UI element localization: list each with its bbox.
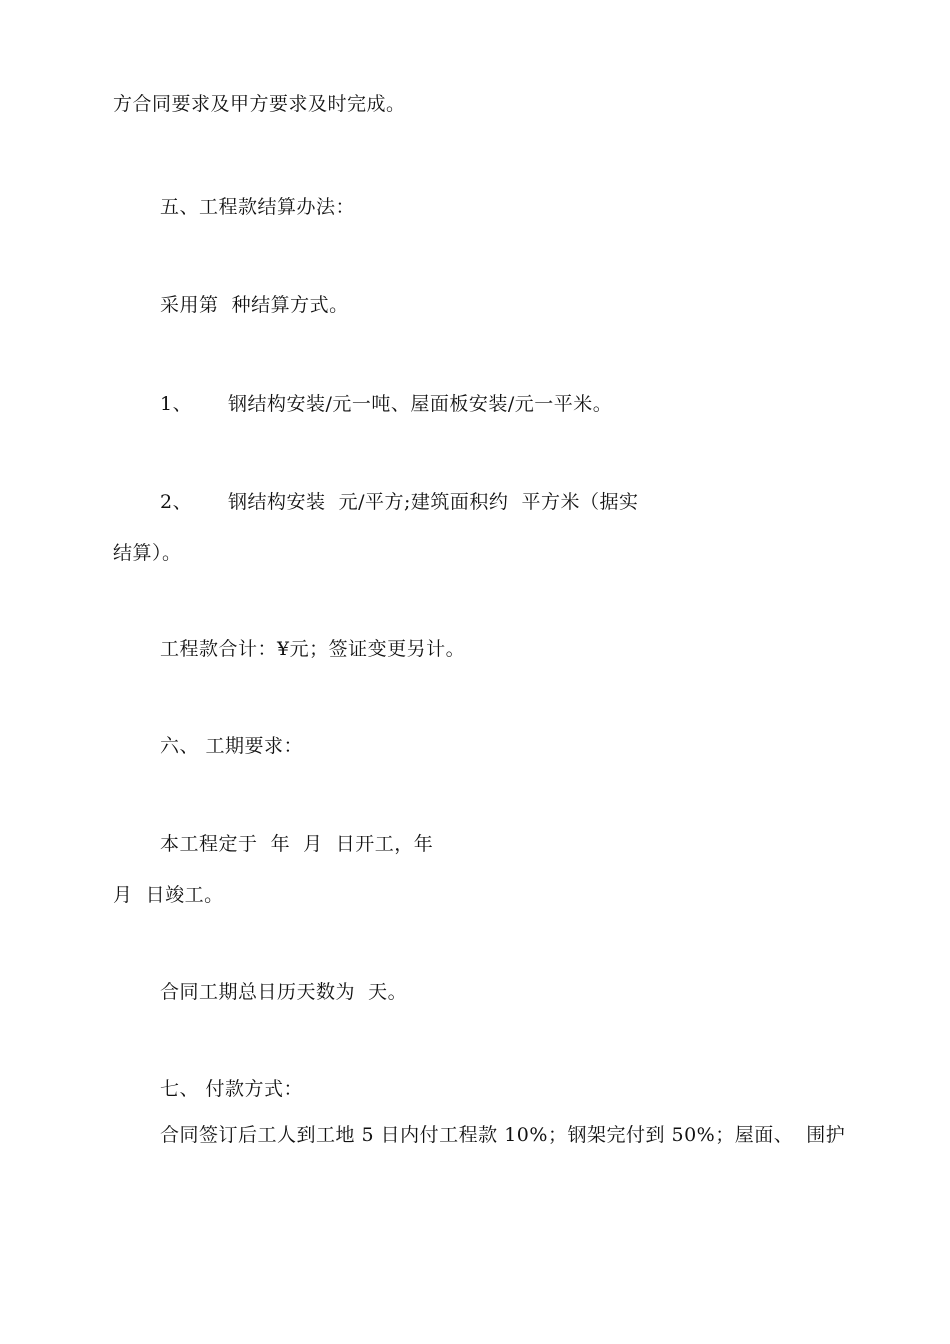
section-heading-payment: 七、 付款方式： — [160, 1078, 304, 1100]
list-item-2 — [160, 490, 638, 514]
list-item-text: 钢结构安装 元/平方;建筑面积约 平方米（据实 — [228, 491, 639, 513]
list-item-number: 1、 — [160, 393, 193, 415]
paragraph-line: 工程款合计：¥元；签证变更另计。 — [160, 638, 466, 660]
list-item-number: 2、 — [160, 491, 193, 513]
paragraph-line: 合同工期总日历天数为 天。 — [160, 981, 408, 1003]
paragraph-line: 合同签订后工人到工地 5 日内付工程款 10%；钢架完付到 50%；屋面、 围护 — [160, 1124, 846, 1146]
list-item-text: 钢结构安装/元一吨、屋面板安装/元一平米。 — [228, 393, 613, 415]
list-item-1 — [160, 392, 612, 416]
paragraph-line: 结算）。 — [113, 542, 182, 564]
paragraph-line: 月 日竣工。 — [113, 884, 224, 906]
paragraph-line: 方合同要求及甲方要求及时完成。 — [113, 93, 406, 115]
section-heading-schedule: 六、 工期要求： — [160, 735, 304, 757]
paragraph-line: 本工程定于 年 月 日开工，年 — [160, 833, 434, 855]
section-heading-settlement: 五、工程款结算办法： — [160, 196, 356, 218]
paragraph-line: 采用第 种结算方式。 — [160, 294, 349, 316]
